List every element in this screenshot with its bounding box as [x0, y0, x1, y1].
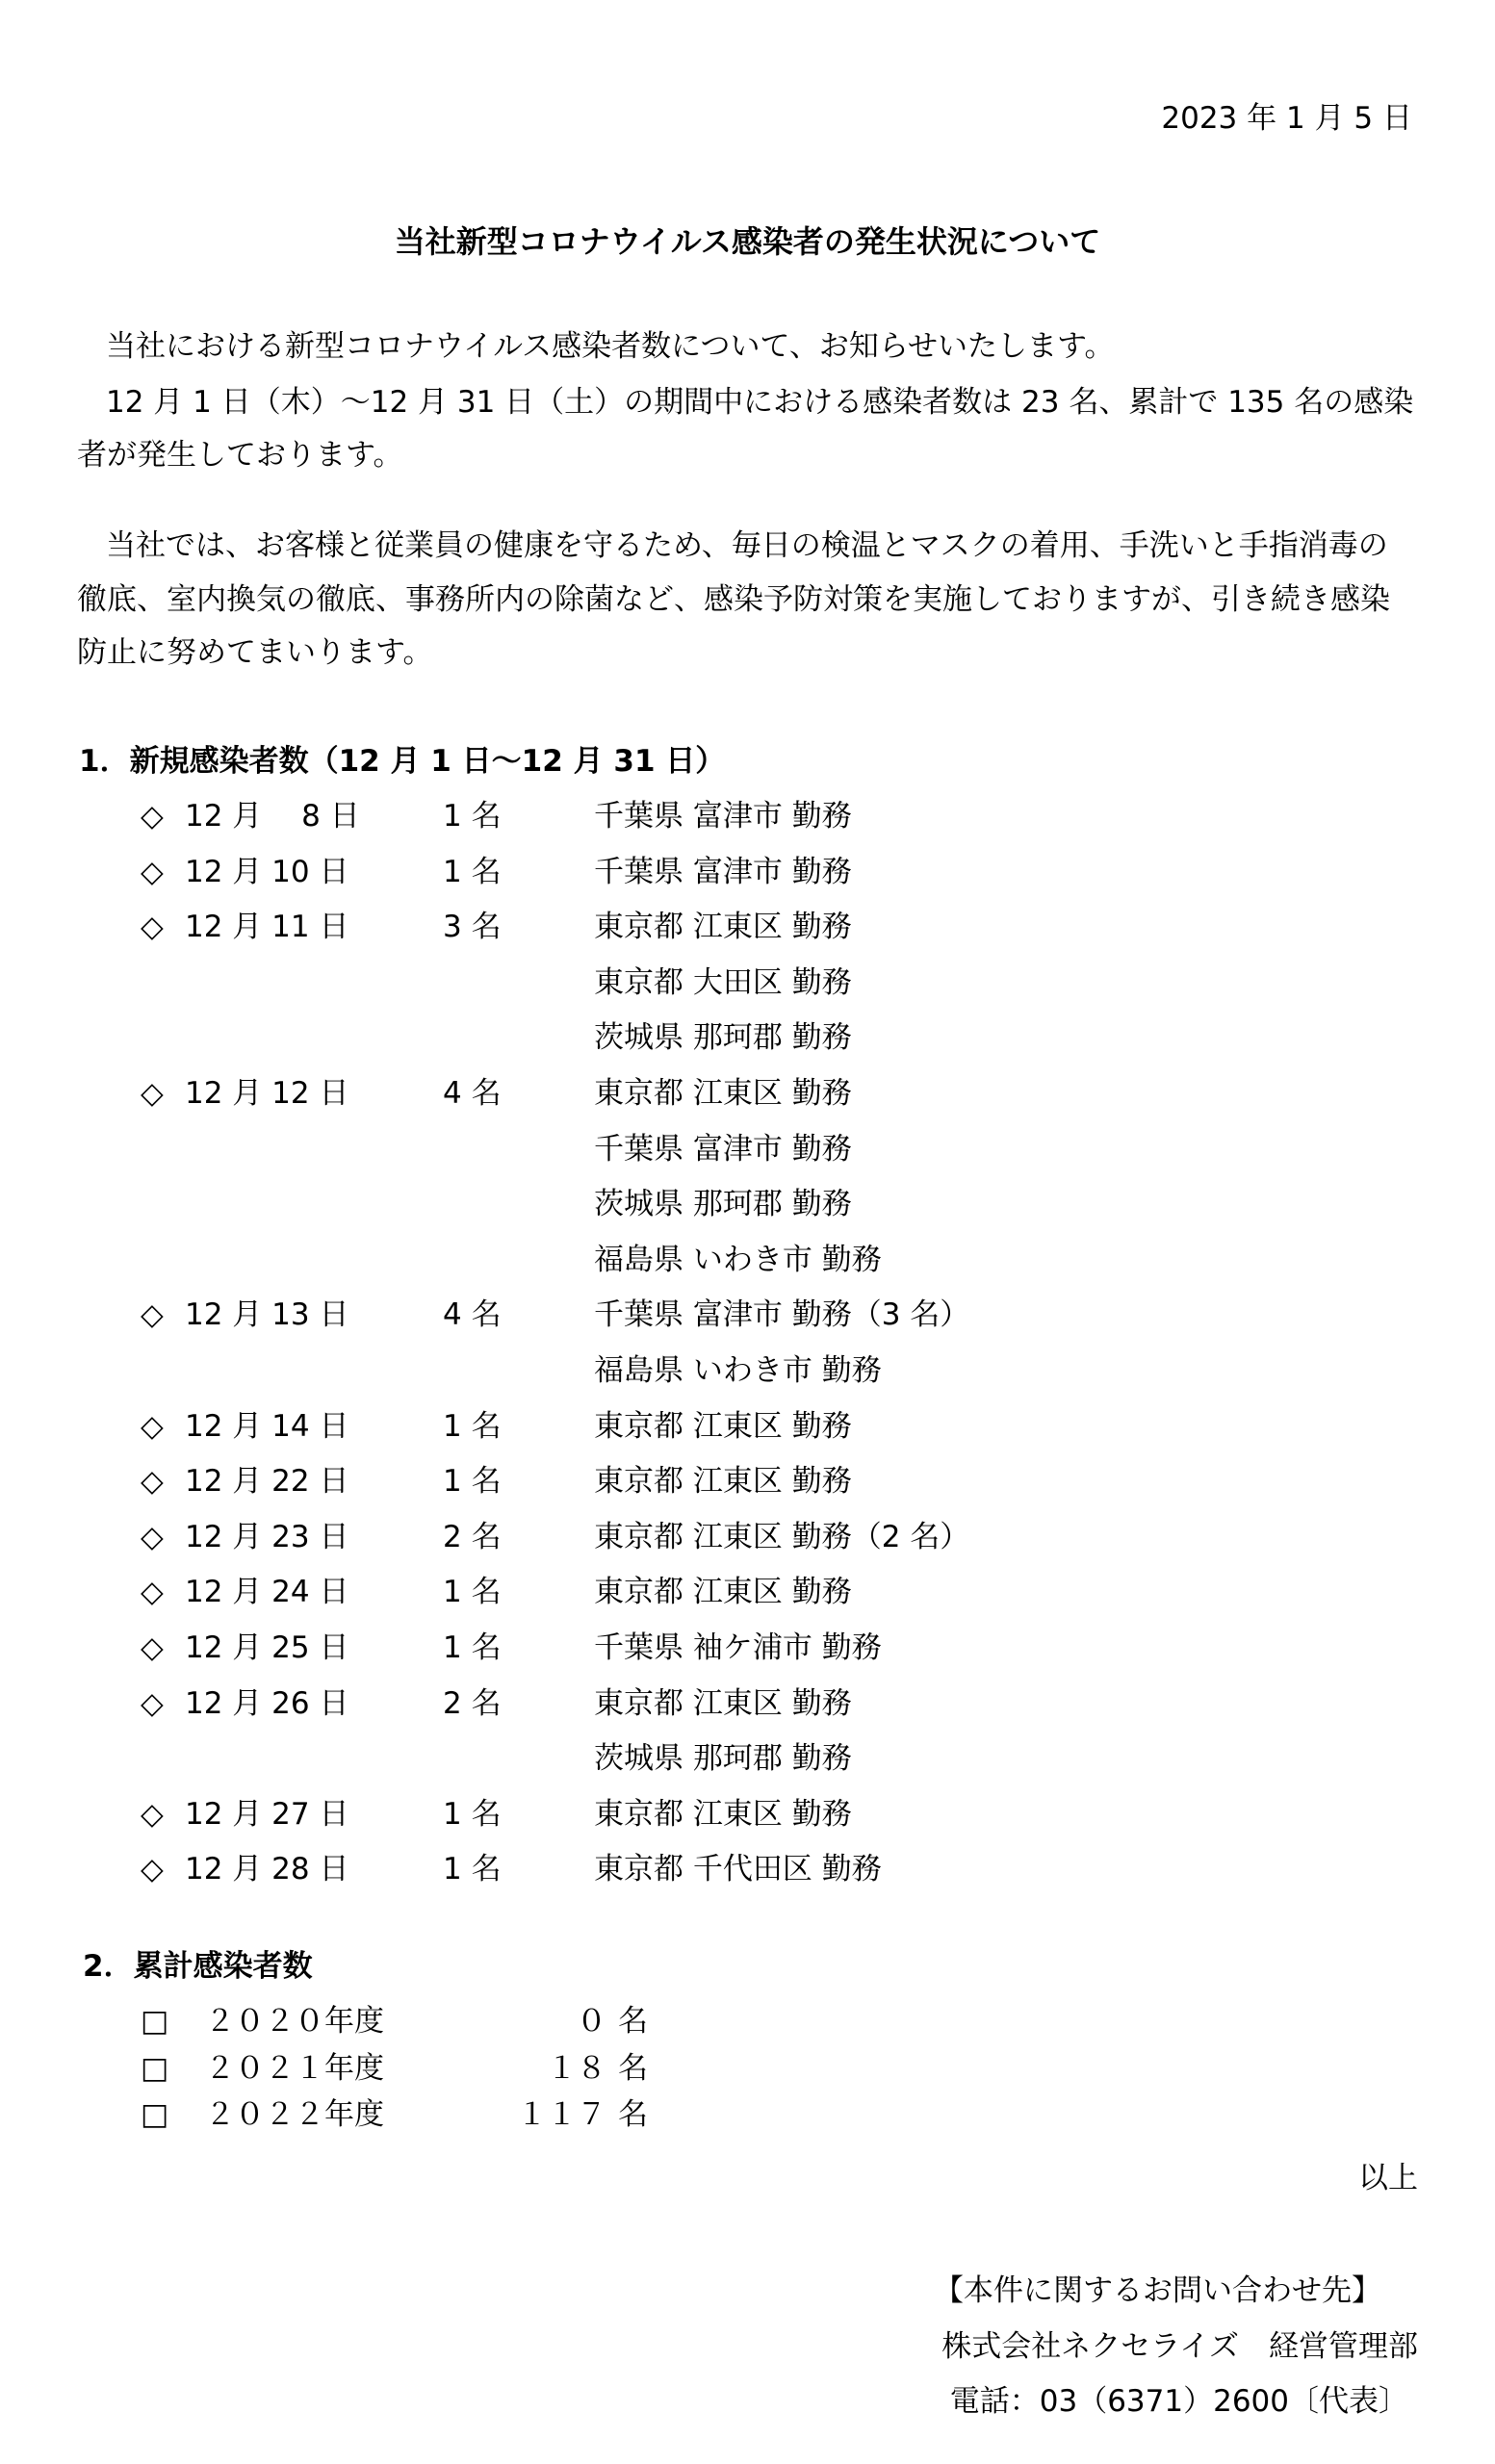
case-location: 茨城県 那珂郡 勤務: [594, 1741, 852, 1776]
case-count: 3 名: [443, 910, 502, 944]
case-row: [0, 1575, 1495, 1633]
case-date: 12 月 8 日: [185, 799, 360, 834]
case-count: 2 名: [443, 1686, 502, 1721]
checkbox-square-icon: □: [141, 2004, 169, 2039]
cumulative-count: ０: [577, 2004, 606, 2039]
case-date: 12 月 23 日: [185, 1520, 349, 1554]
case-location: 東京都 江東区 勤務: [594, 1409, 852, 1444]
fiscal-year: ２０２１年度: [205, 2051, 384, 2086]
case-count: 1 名: [443, 1575, 502, 1609]
intro-text-2: 12 月 1 日（木）～12 月 31 日（土）の期間中における感染者数は 23 名、累計で 135 名の感染: [106, 385, 1414, 420]
contact-heading: 【本件に関するお問い合わせ先】: [934, 2273, 1381, 2308]
case-row: [0, 965, 1495, 1024]
case-location: 千葉県 富津市 勤務: [594, 1132, 852, 1167]
diamond-bullet-icon: ◇: [141, 855, 164, 889]
case-date: 12 月 25 日: [185, 1630, 349, 1665]
diamond-bullet-icon: ◇: [141, 1297, 164, 1332]
diamond-bullet-icon: ◇: [141, 1575, 164, 1609]
cumulative-count: １８: [547, 2051, 606, 2086]
case-count: 2 名: [443, 1520, 502, 1554]
document-title: 当社新型コロナウイルス感染者の発生状況について: [394, 223, 1101, 260]
case-location: 茨城県 那珂郡 勤務: [594, 1020, 852, 1055]
intro-line-1: [77, 329, 1425, 364]
cumulative-row: [0, 2004, 1495, 2053]
case-row: [0, 1741, 1495, 1800]
contact-company: 株式会社ネクセライズ 経営管理部: [941, 2329, 1418, 2364]
closing-text: 以上: [1358, 2161, 1418, 2195]
case-row: [0, 1297, 1495, 1356]
case-count: 1 名: [443, 1852, 502, 1886]
case-date: 12 月 28 日: [185, 1852, 349, 1886]
case-date: 12 月 27 日: [185, 1797, 349, 1832]
case-date: 12 月 22 日: [185, 1464, 349, 1499]
case-row: [0, 1187, 1495, 1245]
fiscal-year: ２０２２年度: [205, 2097, 384, 2132]
case-location: 東京都 江東区 勤務: [594, 910, 852, 944]
measures-line-1: [77, 528, 1425, 563]
intro-text-3: 者が発生しております。: [77, 438, 403, 473]
section-2-heading: 2．累計感染者数: [83, 1949, 313, 1984]
diamond-bullet-icon: ◇: [141, 910, 164, 944]
checkbox-square-icon: □: [141, 2097, 169, 2132]
measures-text-2: 徹底、室内換気の徹底、事務所内の除菌など、感染予防対策を実施しておりますが、引き続き感染: [77, 582, 1390, 617]
case-location: 東京都 江東区 勤務: [594, 1076, 852, 1111]
case-location: 東京都 大田区 勤務: [594, 965, 852, 1000]
count-unit: 名: [618, 2051, 648, 2086]
document-date: 2023 年 1 月 5 日: [1161, 101, 1412, 136]
case-row: [0, 855, 1495, 913]
case-row: [0, 1409, 1495, 1468]
measures-line-2: [77, 582, 1425, 617]
count-unit: 名: [618, 2097, 648, 2132]
case-row: [0, 1464, 1495, 1523]
case-location: 東京都 江東区 勤務（2 名）: [594, 1520, 970, 1554]
checkbox-square-icon: □: [141, 2051, 169, 2086]
case-count: 1 名: [443, 1464, 502, 1499]
cumulative-row: [0, 2051, 1495, 2100]
contact-phone: 電話：03（6371）2600〔代表〕: [949, 2384, 1408, 2419]
case-count: 1 名: [443, 1409, 502, 1444]
case-count: 1 名: [443, 1630, 502, 1665]
diamond-bullet-icon: ◇: [141, 1464, 164, 1499]
case-row: [0, 1520, 1495, 1578]
case-row: [0, 1076, 1495, 1135]
diamond-bullet-icon: ◇: [141, 799, 164, 834]
case-row: [0, 799, 1495, 858]
case-row: [0, 1852, 1495, 1911]
case-date: 12 月 12 日: [185, 1076, 349, 1111]
intro-line-3: [77, 438, 1425, 473]
case-row: [0, 1630, 1495, 1689]
case-location: 千葉県 袖ケ浦市 勤務: [594, 1630, 882, 1665]
intro-text-1: 当社における新型コロナウイルス感染者数について、お知らせいたします。: [106, 329, 1115, 364]
case-location: 東京都 江東区 勤務: [594, 1797, 852, 1832]
case-location: 千葉県 富津市 勤務: [594, 855, 852, 889]
case-location: 福島県 いわき市 勤務: [594, 1243, 882, 1277]
measures-text-1: 当社では、お客様と従業員の健康を守るため、毎日の検温とマスクの着用、手洗いと手指消毒の: [106, 528, 1388, 563]
case-date: 12 月 11 日: [185, 910, 349, 944]
case-count: 1 名: [443, 799, 502, 834]
case-date: 12 月 14 日: [185, 1409, 349, 1444]
case-count: 1 名: [443, 1797, 502, 1832]
measures-line-3: [77, 635, 1425, 670]
diamond-bullet-icon: ◇: [141, 1630, 164, 1665]
diamond-bullet-icon: ◇: [141, 1686, 164, 1721]
intro-line-2: [77, 385, 1425, 420]
section-1-heading: 1．新規感染者数（12 月 1 日～12 月 31 日）: [79, 744, 726, 779]
case-date: 12 月 24 日: [185, 1575, 349, 1609]
diamond-bullet-icon: ◇: [141, 1520, 164, 1554]
case-location: 東京都 江東区 勤務: [594, 1464, 852, 1499]
diamond-bullet-icon: ◇: [141, 1409, 164, 1444]
case-row: [0, 912, 1495, 968]
case-row: [0, 1686, 1495, 1745]
case-row: [0, 1132, 1495, 1191]
case-count: 1 名: [443, 855, 502, 889]
case-row: [0, 1353, 1495, 1412]
cumulative-count: １１７: [517, 2097, 606, 2132]
case-location: 千葉県 富津市 勤務: [594, 799, 852, 834]
case-date: 12 月 13 日: [185, 1297, 349, 1332]
fiscal-year: ２０２０年度: [205, 2004, 384, 2039]
count-unit: 名: [618, 2004, 648, 2039]
case-row: [0, 1797, 1495, 1856]
cumulative-row: [0, 2097, 1495, 2146]
case-count: 4 名: [443, 1297, 502, 1332]
case-date: 12 月 10 日: [185, 855, 349, 889]
case-location: 東京都 江東区 勤務: [594, 1575, 852, 1609]
case-date: 12 月 26 日: [185, 1686, 349, 1721]
case-count: 4 名: [443, 1076, 502, 1111]
diamond-bullet-icon: ◇: [141, 1852, 164, 1886]
case-location: 東京都 江東区 勤務: [594, 1686, 852, 1721]
case-location: 茨城県 那珂郡 勤務: [594, 1187, 852, 1221]
diamond-bullet-icon: ◇: [141, 1076, 164, 1111]
case-location: 東京都 千代田区 勤務: [594, 1852, 882, 1886]
measures-text-3: 防止に努めてまいります。: [77, 635, 433, 670]
case-row: [0, 1245, 1495, 1301]
case-row: [0, 1020, 1495, 1079]
diamond-bullet-icon: ◇: [141, 1797, 164, 1832]
case-location: 福島県 いわき市 勤務: [594, 1353, 882, 1388]
case-location: 千葉県 富津市 勤務（3 名）: [594, 1297, 970, 1332]
